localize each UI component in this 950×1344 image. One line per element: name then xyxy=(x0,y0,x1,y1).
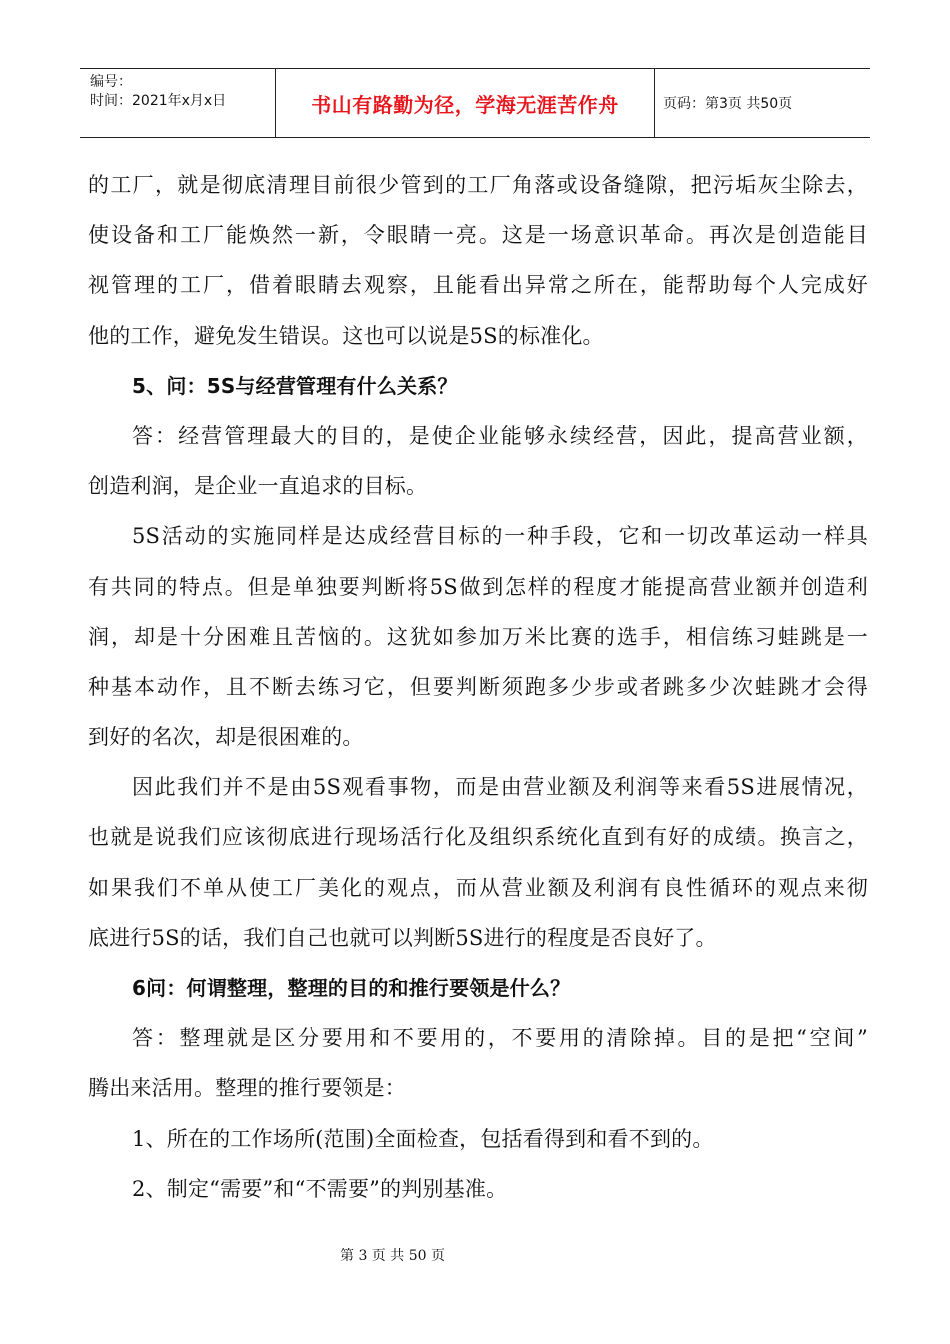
paragraph-line: 种基本动作，且不断去练习它，但要判断须跑多少步或者跳多少次蛙跳才会得 xyxy=(88,674,868,699)
paragraph-line: 答：整理就是区分要用和不要用的，不要用的清除掉。目的是把“空间” xyxy=(132,1026,868,1051)
paragraph-line: 创造利润，是企业一直追求的目标。 xyxy=(88,474,428,499)
paragraph-line: 到好的名次，却是很困难的。 xyxy=(88,725,364,750)
paragraph-line: 1、所在的工作场所(范围)全面检查，包括看得到和看不到的。 xyxy=(132,1126,714,1151)
paragraph-line: 有共同的特点。但是单独要判断将5S做到怎样的程度才能提高营业额并创造利 xyxy=(88,574,868,599)
document-number-label: 编号： xyxy=(90,74,132,90)
section-heading: 6问：何谓整理，整理的目的和推行要领是什么？ xyxy=(132,976,571,1000)
document-date-label: 时间：2021年x月x日 xyxy=(90,93,227,109)
paragraph-line: 如果我们不单从使工厂美化的观点，而从营业额及利润有良性循环的观点来彻 xyxy=(88,875,868,900)
paragraph-line: 因此我们并不是由5S观看事物，而是由营业额及利润等来看5S进展情况， xyxy=(132,775,868,800)
paragraph-line: 2、制定“需要”和“不需要”的判别基准。 xyxy=(132,1176,508,1201)
paragraph-line: 也就是说我们应该彻底进行现场活行化及组织系统化直到有好的成绩。换言之， xyxy=(88,825,868,850)
document-body xyxy=(88,160,868,1214)
page-footer: 第 3 页 共 50 页 xyxy=(340,1248,445,1264)
paragraph-line: 5S活动的实施同样是达成经营目标的一种手段，它和一切改革运动一样具 xyxy=(132,524,868,549)
paragraph-line: 润，却是十分困难且苦恼的。这犹如参加万米比赛的选手，相信练习蛙跳是一 xyxy=(88,624,868,649)
paragraph-line: 底进行5S的话，我们自己也就可以判断5S进行的程度是否良好了。 xyxy=(88,925,717,950)
header-motto: 书山有路勤为径，学海无涯苦作舟 xyxy=(276,69,655,137)
paragraph-line: 视管理的工厂，借着眼睛去观察，且能看出异常之所在，能帮助每个人完成好 xyxy=(88,273,868,298)
paragraph-line: 答：经营管理最大的目的，是使企业能够永续经营，因此，提高营业额， xyxy=(132,423,868,448)
page-header xyxy=(80,68,870,138)
section-heading: 5、问：5S与经营管理有什么关系？ xyxy=(132,373,458,398)
paragraph-line: 他的工作，避免发生错误。这也可以说是5S的标准化。 xyxy=(88,323,604,348)
header-page-info: 页码：第3页 共50页 xyxy=(663,96,793,112)
header-meta xyxy=(80,69,276,137)
paragraph-line: 腾出来活用。整理的推行要领是： xyxy=(88,1076,406,1101)
paragraph-line: 使设备和工厂能焕然一新，令眼睛一亮。这是一场意识革命。再次是创造能目 xyxy=(88,223,868,248)
paragraph-line: 的工厂，就是彻底清理目前很少管到的工厂角落或设备缝隙，把污垢灰尘除去， xyxy=(88,173,868,197)
